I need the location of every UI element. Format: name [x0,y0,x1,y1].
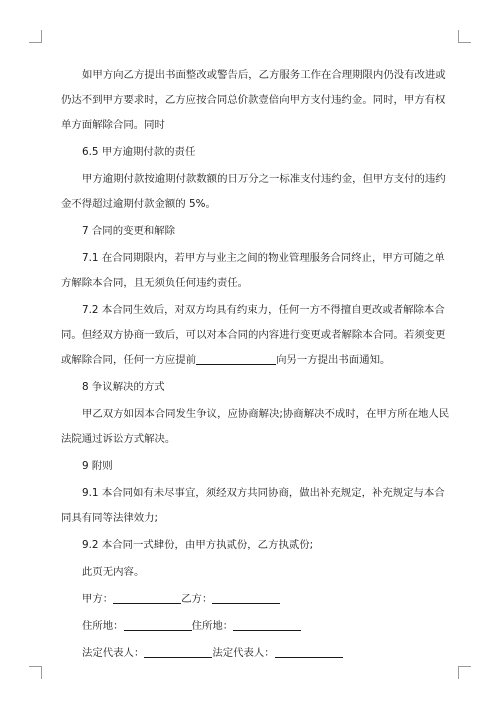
signature-row-representative [82,646,343,660]
party-b-label: 乙方： [181,593,213,605]
address-a-label: 住所地： [82,620,124,632]
party-a-blank[interactable] [113,592,181,604]
paragraph-line: 9.1 本合同如有未尽事宜，须经双方共同协商，做出补充规定，补充规定与本合 [82,487,445,499]
notice-text-after: 向另一方提出书面通知。 [276,354,391,366]
paragraph-line: 7.2 本合同生效后，对双方均具有约束力，任何一方不得擅自更改或者解除本合 [82,304,445,316]
rep-a-blank[interactable] [144,646,212,658]
signature-row-party [82,592,280,606]
paragraph-line: 如甲方向乙方提出书面整改或警告后，乙方服务工作在合理期限内仍没有改进或 [82,69,446,81]
paragraph-line: 9.2 本合同一式肆份，由甲方执贰份，乙方执贰份; [82,539,314,551]
party-a-label: 甲方： [82,593,114,605]
paragraph-line: 同。但经双方协商一致后，可以对本合同的内容进行变更或者解除本合同。若须变更 [61,329,446,341]
section-heading: 7 合同的变更和解除 [82,225,176,237]
paragraph-line: 仍达不到甲方要求时，乙方应按合同总价款壹倍向甲方支付违约金。同时，甲方有权 [61,94,446,106]
paragraph-line: 金不得超过逾期付款金额的 5%。 [61,198,216,210]
section-heading: 9 附则 [82,460,113,472]
rep-b-blank[interactable] [275,646,343,658]
signature-row-address [82,619,301,633]
address-b-label: 住所地： [191,620,234,632]
crop-mark-bottom-left [29,666,42,679]
crop-mark-top-right [458,30,471,43]
address-b-blank[interactable] [233,619,301,631]
party-b-blank[interactable] [212,592,280,604]
crop-mark-top-left [29,30,42,43]
notice-text-before: 或解除合同，任何一方应提前 [61,354,197,366]
paragraph-line: 此页无内容。 [82,566,145,578]
rep-a-label: 法定代表人： [82,647,145,659]
paragraph-line: 单方面解除合同。同时 [61,119,165,131]
paragraph-line: 方解除本合同，且无须负任何违约责任。 [61,277,249,289]
paragraph-line: 同具有同等法律效力; [61,512,159,524]
section-heading: 8 争议解决的方式 [82,381,165,393]
section-heading: 6.5 甲方逾期付款的责任 [82,146,196,158]
paragraph-line: 甲方逾期付款按逾期付款数额的日万分之一标准支付违约金，但甲方支付的违约 [82,173,446,185]
crop-mark-bottom-right [458,666,471,679]
paragraph-line-with-blank [61,353,390,367]
notice-period-blank[interactable] [196,353,276,365]
paragraph-line: 7.1 在合同期限内，若甲方与业主之间的物业管理服务合同终止，甲方可随之单 [82,252,445,264]
paragraph-line: 法院通过诉讼方式解决。 [61,433,176,445]
rep-b-label: 法定代表人： [212,647,275,659]
address-a-blank[interactable] [124,619,192,631]
paragraph-line: 甲乙双方如因本合同发生争议，应协商解决;协商解决不成时，在甲方所在地人民 [82,408,450,420]
